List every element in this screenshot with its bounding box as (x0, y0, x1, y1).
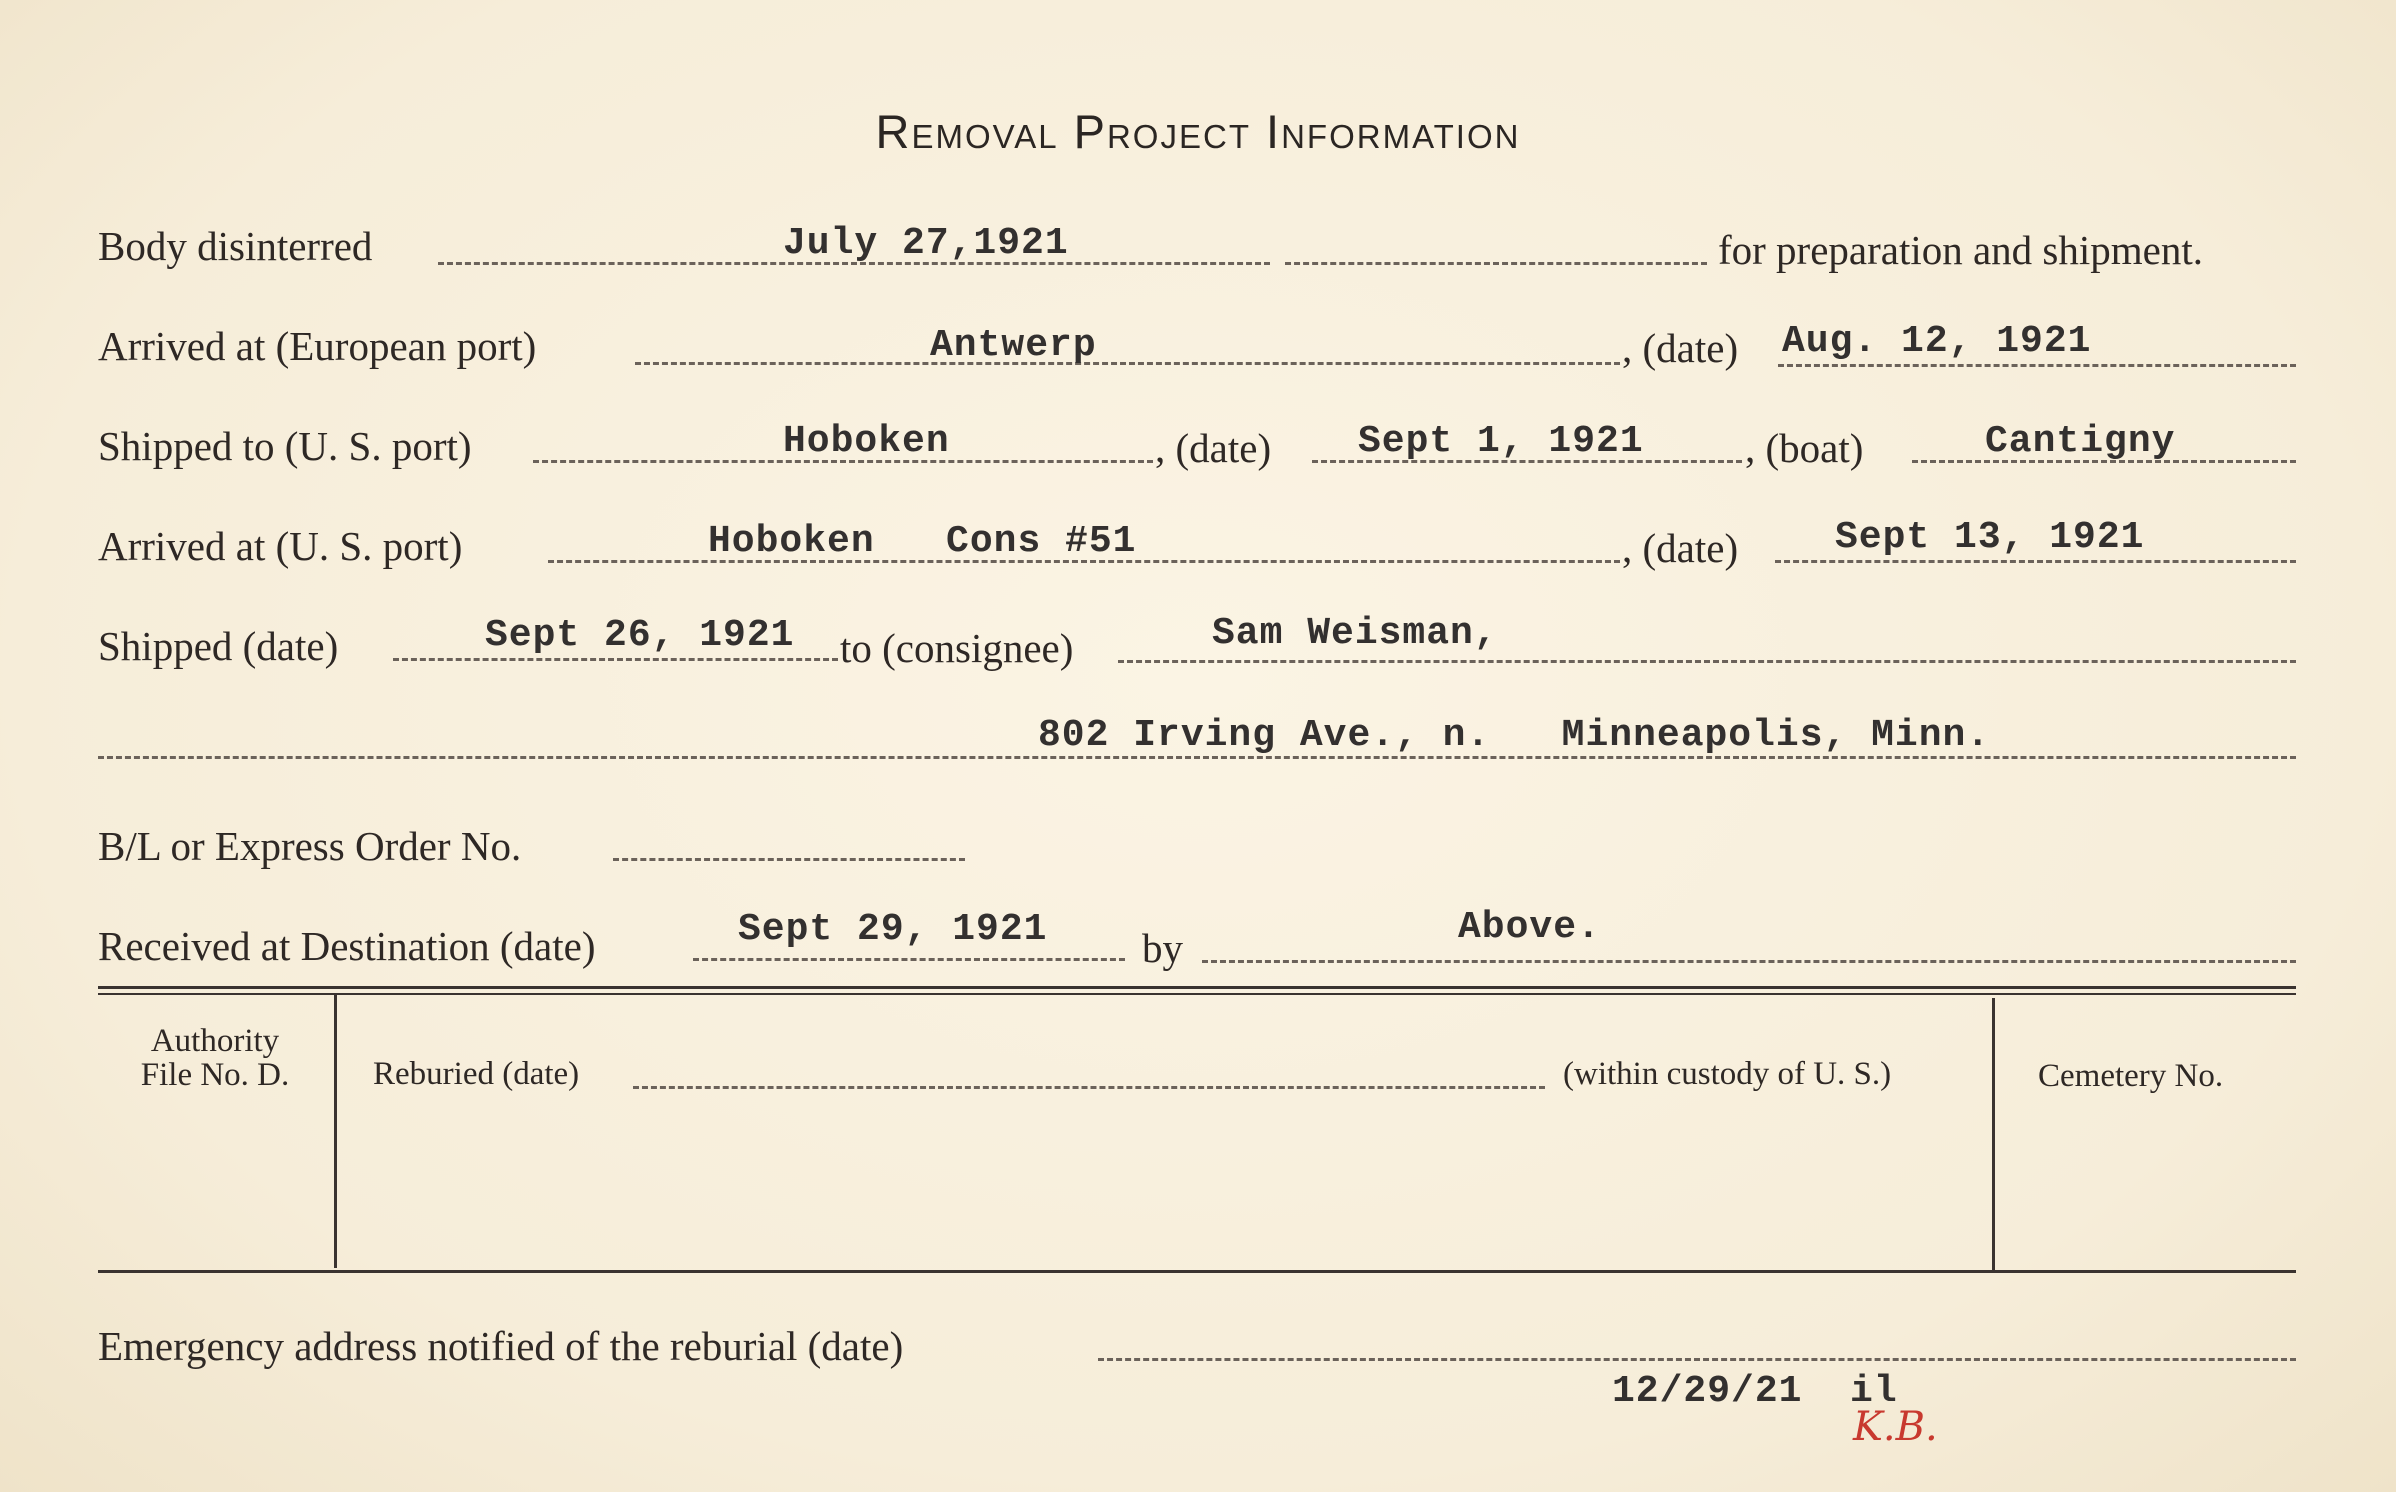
disinterred-suffix: for preparation and shipment. (1718, 227, 2204, 273)
shipped-date-line (393, 658, 838, 661)
received-by-label: by (1142, 925, 1183, 971)
arrived-us-date-line (1775, 560, 2296, 563)
disinterred-line-2 (1285, 262, 1707, 265)
shipped-date: Sept 26, 1921 (485, 614, 795, 657)
shipped-us-label: Shipped to (U. S. port) (98, 423, 472, 469)
reburied-line (633, 1086, 1545, 1089)
box-top-rule-2 (98, 993, 2296, 995)
bl-line (613, 858, 965, 861)
arrived-us-date: Sept 13, 1921 (1835, 516, 2145, 559)
consignee-line (1118, 660, 2296, 663)
arrived-us-label: Arrived at (U. S. port) (98, 523, 463, 569)
shipped-us-date-label: , (date) (1155, 425, 1272, 471)
received-by: Above. (1458, 906, 1601, 949)
authority-label-line1: Authority (150, 1023, 280, 1059)
box-divider-left (334, 994, 337, 1268)
arrived-eu-line (635, 362, 1620, 365)
box-top-rule (98, 986, 2296, 989)
shipped-us-boat: Cantigny (1985, 420, 2176, 463)
box-divider-right (1992, 998, 1995, 1272)
disinterred-value: July 27,1921 (783, 222, 1069, 265)
consignee-label: to (consignee) (840, 625, 1074, 671)
cemetery-label: Cemetery No. (2038, 1058, 2224, 1094)
custody-label: (within custody of U. S.) (1563, 1056, 1892, 1092)
emergency-line (1098, 1358, 2296, 1361)
consignee-name: Sam Weisman, (1212, 612, 1498, 655)
disinterred-label: Body disinterred (98, 223, 373, 269)
arrived-eu-label: Arrived at (European port) (98, 323, 537, 369)
consignee-address: 802 Irving Ave., n. Minneapolis, Minn. (1038, 714, 1991, 757)
box-bottom-rule (98, 1270, 2296, 1273)
arrived-us-date-label: , (date) (1622, 525, 1739, 571)
shipped-us-boat-label: , (boat) (1745, 425, 1864, 471)
page-title: Removal Project Information (875, 105, 1521, 158)
shipped-us-port: Hoboken (783, 420, 950, 463)
received-label: Received at Destination (date) (98, 923, 596, 969)
emergency-label: Emergency address notified of the reburial (date) (98, 1323, 904, 1369)
authority-label (104, 1024, 326, 1092)
authority-label-line2: File No. D. (140, 1057, 290, 1093)
reburied-label: Reburied (date) (373, 1056, 580, 1092)
bl-label: B/L or Express Order No. (98, 823, 522, 869)
received-date-line (693, 958, 1125, 961)
arrived-eu-port: Antwerp (930, 324, 1097, 367)
received-date: Sept 29, 1921 (738, 908, 1048, 951)
shipped-us-date: Sept 1, 1921 (1358, 420, 1644, 463)
shipped-label: Shipped (date) (98, 623, 339, 669)
arrived-eu-date: Aug. 12, 1921 (1782, 320, 2092, 363)
received-by-line (1202, 960, 2296, 963)
initials-signature: K.B. (1853, 1404, 1938, 1450)
date-stamp: 12/29/21 il (1612, 1370, 1898, 1413)
arrived-eu-date-label: , (date) (1622, 325, 1739, 371)
arrived-eu-date-line (1778, 364, 2296, 367)
arrived-us-port: Hoboken Cons #51 (708, 520, 1137, 563)
